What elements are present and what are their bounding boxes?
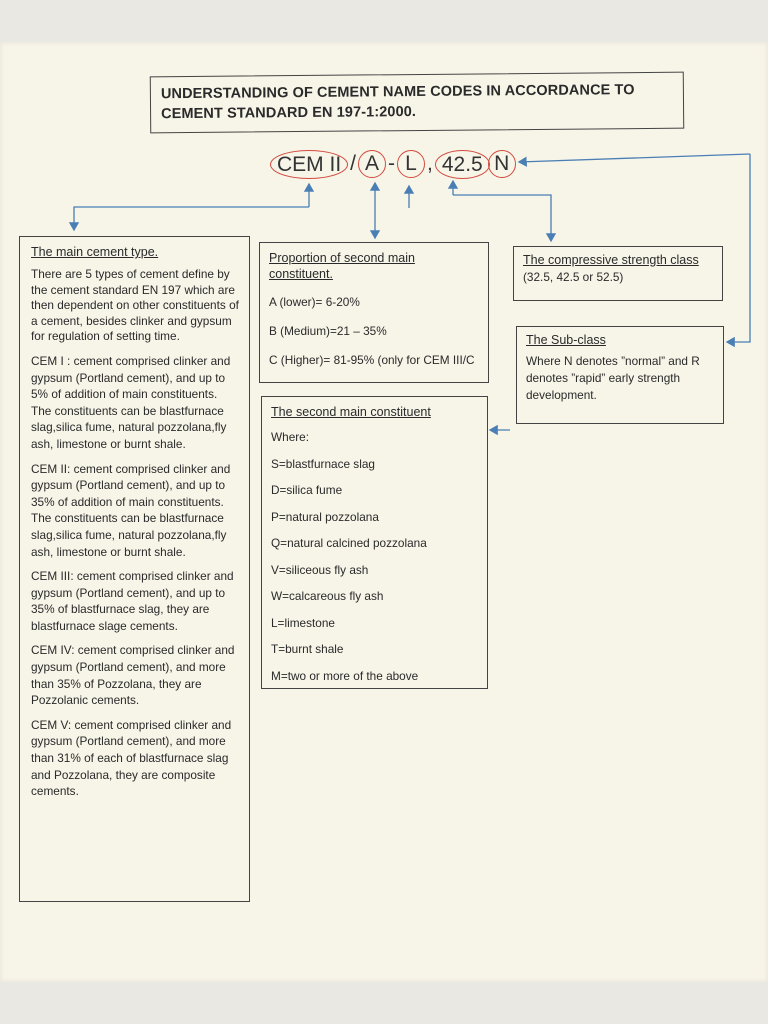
proportion-box xyxy=(259,242,489,383)
constituent-item: T=burnt shale xyxy=(271,642,344,656)
cem-3-text: CEM III: cement comprised clinker and gypsum (Portland cement), and up to 35% of blastfurnace slag, they are blastfurnace slage cements. xyxy=(31,569,234,633)
proportion-a: A (lower)= 6-20% xyxy=(269,295,360,309)
proportion-heading: Proportion of second main constituent. xyxy=(269,251,415,281)
main-type-intro: There are 5 types of cement define by the cement standard EN 197 which are then dependent on other constituents of a cement, besides clinker and gypsum for regulation of setting time. xyxy=(31,267,239,344)
constituent-item: D=silica fume xyxy=(271,483,343,497)
constituent-heading: The second main constituent xyxy=(271,405,431,419)
strength-heading: The compressive strength class xyxy=(523,253,699,267)
subclass-text: Where N denotes ”normal” and R denotes ”rapid” early strength development. xyxy=(526,354,700,402)
subclass-heading: The Sub-class xyxy=(526,333,606,347)
title-line-2: CEMENT STANDARD EN 197-1:2000. xyxy=(161,104,417,123)
main-type-box xyxy=(19,236,250,902)
code-slash: / xyxy=(350,152,357,175)
code-subclass: N xyxy=(488,150,516,178)
constituent-item: P=natural pozzolana xyxy=(271,509,379,524)
subclass-box xyxy=(516,326,724,424)
code-proportion: A xyxy=(358,150,386,178)
cem-1-text: CEM I : cement comprised clinker and gypsum (Portland cement), and up to 5% of addition of main constituents. The constituents can be blastfurnace slag,silica fume, natural pozzolana,fly ash, limestone or burnt shale. xyxy=(31,353,231,451)
strength-box xyxy=(513,246,723,301)
constituent-item: V=siliceous fly ash xyxy=(271,562,369,577)
proportion-c: C (Higher)= 81-95% (only for CEM III/C xyxy=(269,353,475,367)
constituent-item: W=calcareous fly ash xyxy=(271,589,384,603)
cem-5-text: CEM V: cement comprised clinker and gypsum (Portland cement), and more than 31% of each of blastfurnace slag and Pozzolana, they are composite cements. xyxy=(31,717,232,799)
code-comma: , xyxy=(427,152,433,175)
proportion-b: B (Medium)=21 – 35% xyxy=(269,324,387,338)
code-strength: 42.5 xyxy=(435,150,490,179)
title-box xyxy=(150,72,684,134)
code-constituent: L xyxy=(397,150,425,178)
cement-code xyxy=(270,147,516,181)
constituent-item: L=limestone xyxy=(271,615,335,630)
main-type-heading: The main cement type. xyxy=(31,245,159,259)
title-line-1: UNDERSTANDING OF CEMENT NAME CODES IN ACCORDANCE TO xyxy=(160,82,635,103)
strength-text: (32.5, 42.5 or 52.5) xyxy=(523,270,624,284)
code-dash: - xyxy=(388,152,396,175)
constituent-item: S=blastfurnace slag xyxy=(271,456,375,471)
constituent-item: Where: xyxy=(271,430,310,444)
code-type: CEM II xyxy=(270,150,348,179)
constituent-box xyxy=(261,396,488,689)
constituent-item: Q=natural calcined pozzolana xyxy=(271,536,427,550)
constituent-item: M=two or more of the above xyxy=(271,668,419,683)
cem-2-text: CEM II: cement comprised clinker and gypsum (Portland cement), and up to 35% of addition of main constituents. The constituents can be blastfurnace slag,silica fume, natural pozzolana,fly ash, limestone or burnt shale. xyxy=(31,461,231,559)
cem-4-text: CEM IV: cement comprised clinker and gypsum (Portland cement), and more than 35% of Pozzolana, they are Pozzolanic cements. xyxy=(31,643,235,708)
